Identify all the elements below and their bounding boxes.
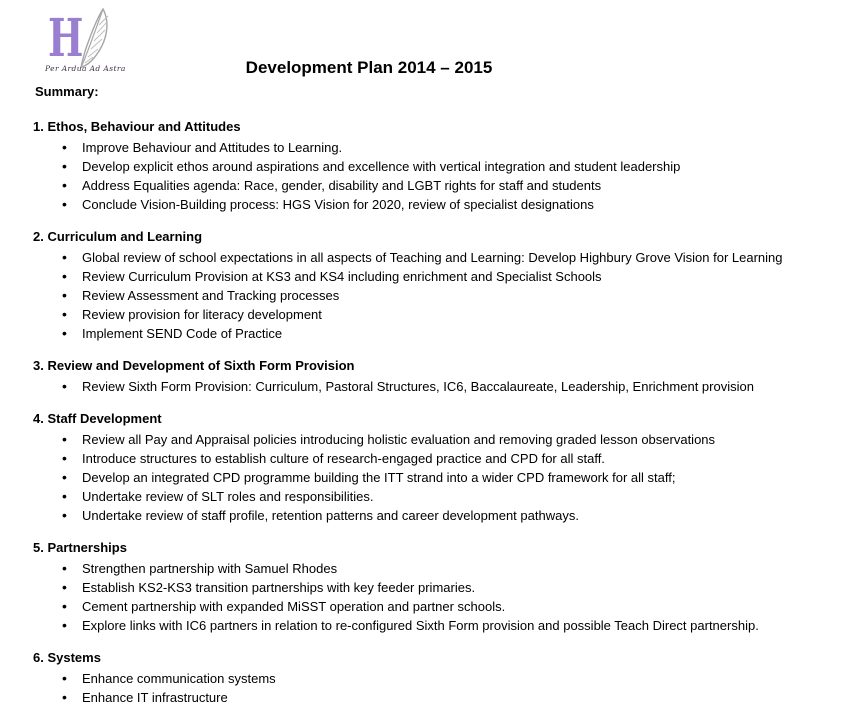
section-5 [33,541,842,635]
section-6 [33,651,842,707]
bullet-item: • Undertake review of staff profile, retention patterns and career development pathways. [33,506,842,525]
summary-label: Summary: [35,84,99,99]
section-1 [33,120,842,214]
section-heading: 3. Review and Development of Sixth Form Provision [33,358,355,373]
bullet-item: • Strengthen partnership with Samuel Rhodes [33,559,842,578]
bullet-list [33,430,842,525]
section-heading: 1. Ethos, Behaviour and Attitudes [33,119,241,134]
bullet-item: • Explore links with IC6 partners in relation to re-configured Sixth Form provision and possible Teach Direct partnership. [33,616,842,635]
bullet-item: • Global review of school expectations in all aspects of Teaching and Learning: Develop Highbury Grove Vision for Learning [33,248,842,267]
bullet-item: • Develop explicit ethos around aspirations and excellence with vertical integration and student leadership [33,157,842,176]
bullet-list [33,669,842,707]
bullet-list [33,138,842,214]
bullet-item: • Enhance communication systems [33,669,842,688]
bullet-item: • Establish KS2-KS3 transition partnerships with key feeder primaries. [33,578,842,597]
bullet-list [33,248,842,343]
bullet-list [33,377,842,396]
bullet-item: • Develop an integrated CPD programme building the ITT strand into a wider CPD framework for all staff; [33,468,842,487]
section-heading: 4. Staff Development [33,411,162,426]
bullet-item: • Review Sixth Form Provision: Curriculum, Pastoral Structures, IC6, Baccalaureate, Leadership, Enrichment provision [33,377,842,396]
bullet-item: • Review Curriculum Provision at KS3 and KS4 including enrichment and Specialist Schools [33,267,842,286]
bullet-item: • Improve Behaviour and Attitudes to Learning. [33,138,842,157]
bullet-item: • Enhance IT infrastructure [33,688,842,707]
bullet-list [33,559,842,635]
logo-letter: H [48,8,84,69]
section-2 [33,230,842,343]
bullet-item: • Implement SEND Code of Practice [33,324,842,343]
section-4 [33,412,842,525]
bullet-item: • Undertake review of SLT roles and responsibilities. [33,487,842,506]
bullet-item: • Review all Pay and Appraisal policies introducing holistic evaluation and removing graded lesson observations [33,430,842,449]
section-heading: 2. Curriculum and Learning [33,229,203,244]
section-heading: 6. Systems [33,650,101,665]
bullet-item: • Cement partnership with expanded MiSST operation and partner schools. [33,597,842,616]
bullet-item: • Review Assessment and Tracking processes [33,286,842,305]
section-3 [33,359,842,396]
bullet-item: • Review provision for literacy development [33,305,842,324]
document-title: Development Plan 2014 – 2015 [245,58,493,77]
bullet-item: • Introduce structures to establish culture of research-engaged practice and CPD for all staff. [33,449,842,468]
bullet-item: • Conclude Vision-Building process: HGS Vision for 2020, review of specialist designations [33,195,842,214]
section-heading: 5. Partnerships [33,540,127,555]
logo-motto: Per Ardua Ad Astra [45,64,126,73]
bullet-item: • Address Equalities agenda: Race, gender, disability and LGBT rights for staff and students [33,176,842,195]
sections [33,120,842,713]
